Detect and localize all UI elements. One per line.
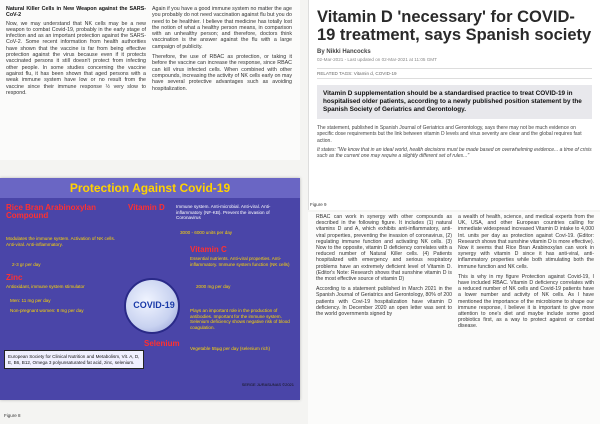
vitamin-d-text: Immune system. Anti-microbial. Anti-viral. Anti-inflammatory (NF-KB). Prevent the invasion of Coronavirus [176, 204, 271, 221]
paragraph: a wealth of health, science, and medical experts from the UK, USA, and other European countries calling for immediate widespread increased Vitamin D intake to 4,000 Int. units per day as protection against Covi-19. (Editor: Research shows that sunshine vitamin D is more effective). Now it seems that Rice Bran Arabinoxylan can work in synergy with vitamin D since it has anti-viral, anti-inflammatory properties while both stimulating both the immune function and NK cells. [458, 214, 594, 270]
article-dates: 02-Mar-2021 - Last updated on 02-Mar-2021 at 11:05 GMT [317, 57, 437, 62]
article-summary: Vitamin D supplementation should be a standardised practice to treat COVID-19 in hospitalised older patients, according to a newly published position statement by the Spanish Society of Geriatrics and Gerontology. [317, 85, 592, 119]
news-article [308, 0, 600, 210]
zinc-text: Antioxidant, immune system stimulator [6, 284, 85, 289]
vitamin-c-heading: Vitamin C [190, 245, 227, 254]
poster-signature: SERGE JURASUNAS ©2021 [241, 382, 294, 387]
left-column-1 [6, 6, 146, 100]
rice-bran-dose: 2-3 gr per day [12, 262, 41, 267]
related-tags: RELATED TAGS: Vitamin d, COVID-19 [317, 68, 592, 79]
paragraph: Now, we may understand that NK cells may be a new weapon to combat Covid-19, probably in the early stage of infection and as an important protection against the SARS-CoV-2. Some recent information from health authorities have shown that the vaccine is far from being effective protection against the virus because even if it protects vaccinated persons it still doesn't protect from infecting other people. In some studies concerning the vaccine against flu, it has been shown that aged persons with a weak immune system have low or no result from the vaccine since their immune response ½ very slow to respond. [6, 20, 146, 96]
rice-bran-text: Modulates the immune system. Activation of NK cells. Anti-viral. Anti-inflammatory. [6, 236, 116, 247]
protection-poster [0, 178, 300, 400]
selenium-dose: Vegetable 55µg per day (selenium rich) [190, 346, 271, 351]
left-column-2 [152, 6, 292, 96]
right-article-section [308, 212, 600, 424]
covid-virus-icon [124, 278, 180, 334]
vitamin-d-dose: 3000 - 6000 units per day [180, 230, 233, 235]
paragraph: This is why in my figure Protection against Covid-19, I have included RBAC. Vitamin D deficiency correlates with a reduced number of NK cells and Covid-19 patients have a lower number and activity of NK cells. As I have mentioned the importance of the microbiome to shape our immune response, I believe it is important to give more attention to one's diet and maybe include some good probiotics first, as a way to protect against or combat disease. [458, 273, 594, 330]
article-body: The statement, published in Spanish Journal of Geriatrics and Gerontology, says there may not be much evidence on specific dose requirements but the link between vitamin D levels and virus severity are clear and the global requires fast action. [317, 125, 582, 144]
rice-bran-heading: Rice Bran Arabinoxylan Compound [6, 203, 96, 220]
covid-label: COVID-19 [133, 300, 175, 310]
right-column-2 [458, 214, 594, 334]
paragraph: Therefore, the use of RBAC as protection, or taking it before the vaccine can increase the response, since RBAC can kill virus infected cells. When combined with other compounds, increasing the activity of NK cells early on may have several protective advantages such as avoiding hospitalization. [152, 54, 292, 92]
article-headline: Vitamin D 'necessary' for COVID-19 treatment, says Spanish society [317, 8, 592, 44]
paragraph: RBAC can work in synergy with other compounds as described in the following figure. It includes (1) natural vitamins D and A, which exhibits anti-inflammatory, anti-viral properties, preventing the invasion of coronavirus, (2) regulating immune function and activating NK cells. (3) Now to the opposite, vitamin D deficiency correlates with a reduced number of Natural Killer cells. (4) Patients hospitalized with emergency and serious respiratory problems have an extremely deficient level of Vitamin D. (Editor's Note: Research shows that sunshine vitamin D is the most effective source of vitamin D) [316, 214, 452, 283]
poster-title: Protection Against Covid-19 [0, 178, 300, 198]
selenium-heading: Selenium [144, 339, 180, 348]
paragraph: According to a statement published in March 2021 in the Spanish Journal of Geriatrics and Gerontology, 80% of 200 patients with Covi-19 hospitalization have vitamin D deficiency. In December 2020 an open letter was sent to the world governments signed by [316, 286, 452, 318]
article-quote: It states: "We know that in an ideal world, health decisions must be made based on overwhelming evidence... a time of crisis such as the current one may require a slightly different set of rules..." [317, 146, 592, 160]
poster-footer: European Society for Clinical Nutrition and Metabolism, Vit. A, D, E, B6, B12, Omega 3 polyunsaturated fat acid, zinc, selenium. [4, 350, 144, 369]
figure-caption-8: Figure 8 [4, 413, 21, 418]
article-byline: By Nikki Hancocks [317, 49, 371, 55]
figure-caption-9: Figure 9 [310, 202, 327, 207]
vitamin-c-text: Essential nutrients. Anti-viral properties. Anti-inflammatory. Immune system function (NK cells) [190, 256, 290, 267]
poster-body [0, 200, 300, 400]
zinc-heading: Zinc [6, 273, 23, 282]
left-article-section [0, 0, 300, 160]
selenium-text: Plays an important role in the production of antibodies. Important for the immune system. Selenium deficiency shows negative risk of blood coagulation. [190, 308, 290, 330]
vitamin-c-dose: 2000 mg per day [196, 284, 231, 289]
vitamin-d-heading: Vitamin D [128, 203, 165, 212]
right-column-1 [316, 214, 452, 321]
section-title: Natural Killer Cells in New Weapon against the SARS-CoV-2 [6, 6, 146, 19]
zinc-men-dose: Men: 11 mg per day [10, 298, 51, 303]
paragraph: Again if you have a good immune system no matter the age you probably do not need vaccination against flu but you do need to be healthier. I believe that medicine has totally lost the notion of what a healthy person means, in comparison with an unhealthy person; and therefore, doctors think vaccination is the answer against the flu with a large campaign of publicity. [152, 6, 292, 50]
zinc-women-dose: Non-pregnant women: 8 mg per day [10, 308, 84, 313]
